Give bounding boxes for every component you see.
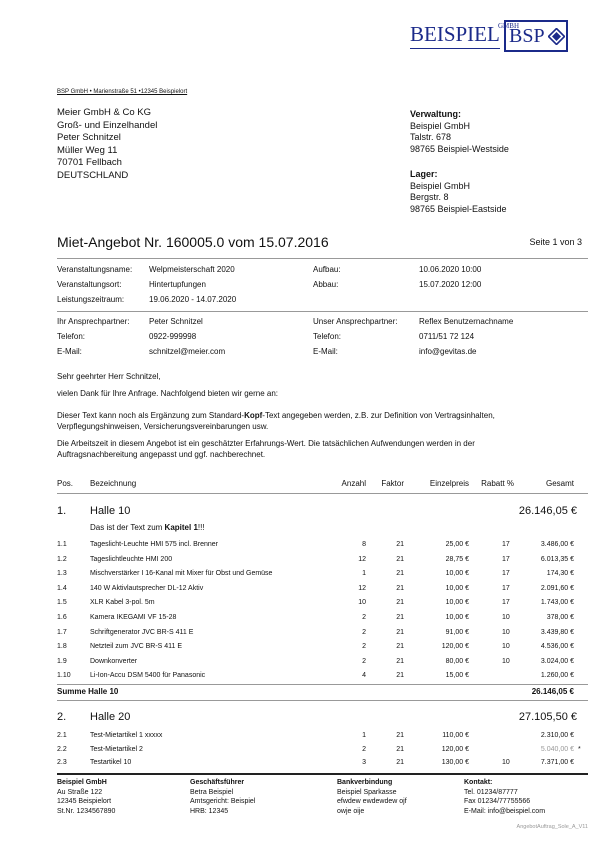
section-intro bbox=[90, 523, 205, 533]
event-place-label: Veranstaltungsort: bbox=[57, 280, 122, 289]
cell-desc: Kamera IKEGAMI VF 15-28 bbox=[90, 614, 177, 621]
cell-desc: Test-Mietartikel 1 xxxxx bbox=[90, 732, 163, 739]
cell-qty: 8 bbox=[362, 541, 366, 548]
cell-qty: 2 bbox=[362, 745, 366, 753]
section-name: Halle 10 bbox=[90, 505, 131, 517]
cell-qty: 4 bbox=[362, 672, 366, 680]
marker-asterisk: * bbox=[578, 745, 581, 753]
mail-label: E-Mail: bbox=[57, 347, 82, 356]
footer-title: Beispiel GmbH bbox=[57, 779, 107, 786]
setup-label: Aufbau: bbox=[313, 265, 341, 274]
cell-qty: 2 bbox=[362, 614, 366, 621]
cell-qty: 2 bbox=[362, 628, 366, 636]
cell-desc: Tageslichtleuchte HMI 200 bbox=[90, 555, 173, 563]
footer-line: Amtsgericht: Beispiel bbox=[190, 798, 256, 805]
footer-company bbox=[57, 778, 115, 816]
cell-factor: 21 bbox=[396, 643, 404, 651]
footer-title: Kontakt: bbox=[464, 779, 493, 786]
cell-pos: 1.10 bbox=[57, 672, 71, 680]
recipient-line: Groß- und Einzelhandel bbox=[57, 119, 158, 131]
cell-total: 2.310,00 € bbox=[540, 732, 574, 739]
phone-label: Telefon: bbox=[57, 332, 86, 341]
paragraph-2-line2: Auftragsnachbereitung angepasst und ggf. nachberechnet. bbox=[57, 450, 266, 459]
cell-discount: 17 bbox=[502, 555, 510, 563]
divider bbox=[57, 258, 588, 259]
footer bbox=[0, 778, 600, 828]
section-sum bbox=[0, 687, 600, 699]
cell-factor: 21 bbox=[396, 555, 404, 563]
paragraph-1 bbox=[57, 410, 587, 421]
cell-desc: Schriftgenerator JVC BR-S 411 E bbox=[90, 628, 194, 636]
cell-unit: 10,00 € bbox=[445, 570, 469, 578]
section-total: 27.105,50 € bbox=[518, 711, 577, 723]
cell-desc: Testartikel 10 bbox=[90, 759, 132, 766]
footer-line: 12345 Beispielort bbox=[57, 798, 112, 805]
text: -Text angegeben werden, z.B. zur Definition von Vertragsinhalten, bbox=[262, 411, 495, 420]
cell-unit: 130,00 € bbox=[441, 759, 469, 766]
footer-line: Fax 01234/77755566 bbox=[464, 798, 531, 805]
cell-total: 5.040,00 € bbox=[540, 745, 574, 753]
table-row bbox=[0, 657, 600, 669]
cell-pos: 2.2 bbox=[57, 745, 67, 753]
cell-pos: 1.3 bbox=[57, 570, 67, 578]
recipient-line: 70701 Fellbach bbox=[57, 157, 122, 168]
logo-suffix: GMBH bbox=[498, 22, 520, 30]
cell-total: 3.024,00 € bbox=[540, 657, 574, 665]
event-info bbox=[0, 265, 600, 310]
cell-pos: 1.2 bbox=[57, 555, 67, 563]
divider bbox=[57, 700, 588, 701]
footer-line: Betra Beispiel bbox=[190, 788, 234, 796]
cell-discount: 10 bbox=[502, 643, 510, 651]
our-contact-mail[interactable]: info@gevitas.de bbox=[419, 347, 477, 356]
cell-factor: 21 bbox=[396, 584, 404, 592]
footer-line: owje oije bbox=[337, 807, 365, 815]
cell-factor: 21 bbox=[396, 570, 404, 578]
cell-total: 3.439,80 € bbox=[540, 628, 574, 636]
cell-qty: 2 bbox=[362, 657, 366, 665]
cell-total: 2.091,60 € bbox=[540, 584, 574, 592]
table-row bbox=[0, 745, 600, 757]
letter-body bbox=[57, 371, 587, 460]
cell-total: 1.743,00 € bbox=[540, 599, 574, 607]
paragraph-1-line2: Verpflegungshinweisen, Versicherungsvereinbarungen usw. bbox=[57, 422, 269, 431]
cell-factor: 21 bbox=[396, 541, 404, 548]
cell-pos: 2.3 bbox=[57, 759, 67, 766]
our-contact-name: Reflex Benutzernachname bbox=[419, 317, 514, 326]
cell-discount: 17 bbox=[502, 570, 510, 578]
logo-name: BEISPIEL bbox=[410, 22, 500, 46]
footer-bank bbox=[337, 778, 407, 816]
section-num: 2. bbox=[57, 711, 67, 723]
company-addresses bbox=[410, 109, 509, 215]
footer-line: Au Straße 122 bbox=[57, 788, 103, 796]
cell-desc: Netzteil zum JVC BR-S 411 E bbox=[90, 643, 183, 651]
sender-line: BSP GmbH • Marienstraße 51 •12345 Beispielort bbox=[57, 89, 188, 95]
cell-discount: 10 bbox=[502, 759, 510, 766]
cell-unit: 91,00 € bbox=[445, 628, 469, 636]
table-row bbox=[0, 569, 600, 581]
col-desc: Bezeichnung bbox=[90, 479, 137, 488]
table-row bbox=[0, 731, 600, 743]
cell-pos: 1.1 bbox=[57, 541, 67, 548]
cell-unit: 110,00 € bbox=[442, 732, 469, 739]
page-number: Seite 1 von 3 bbox=[529, 237, 582, 247]
recipient-line: Peter Schnitzel bbox=[57, 132, 121, 143]
cell-unit: 15,00 € bbox=[445, 672, 469, 680]
text-bold: Kapitel 1 bbox=[164, 523, 198, 532]
event-period: 19.06.2020 - 14.07.2020 bbox=[149, 295, 237, 304]
document-title: Miet-Angebot Nr. 160005.0 vom 15.07.2016 bbox=[57, 234, 329, 250]
lager-line: Bergstr. 8 bbox=[410, 192, 449, 202]
cell-desc: Mischverstärker I 16-Kanal mit Mixer für Obst und Gemüse bbox=[90, 570, 273, 578]
cell-discount: 17 bbox=[502, 599, 510, 607]
footer-line: efwdew ewdewdew ojf bbox=[337, 798, 407, 805]
verwaltung-label: Verwaltung: bbox=[410, 109, 462, 119]
logo-underline bbox=[410, 48, 500, 49]
footer-contact bbox=[464, 778, 545, 816]
section-num: 1. bbox=[57, 505, 67, 517]
our-contact-label: Unser Ansprechpartner: bbox=[313, 317, 398, 326]
section-header bbox=[0, 711, 600, 725]
cell-qty: 3 bbox=[362, 759, 366, 766]
cell-pos: 1.7 bbox=[57, 628, 67, 636]
cell-discount: 17 bbox=[502, 541, 510, 548]
cell-pos: 1.8 bbox=[57, 643, 67, 651]
cell-unit: 80,00 € bbox=[445, 657, 469, 665]
sum-value: 26.146,05 € bbox=[531, 687, 574, 696]
section-total: 26.146,05 € bbox=[518, 505, 577, 517]
cell-desc: Li-Ion-Accu DSM 5400 für Panasonic bbox=[90, 672, 206, 680]
cell-total: 4.536,00 € bbox=[540, 643, 574, 651]
cell-unit: 10,00 € bbox=[445, 599, 469, 607]
your-contact-name: Peter Schnitzel bbox=[149, 317, 203, 326]
section-name: Halle 20 bbox=[90, 711, 131, 723]
cell-total: 174,30 € bbox=[546, 570, 574, 578]
cell-unit: 25,00 € bbox=[445, 541, 469, 548]
footer-line: Tel. 01234/87777 bbox=[464, 788, 518, 796]
cell-discount: 17 bbox=[502, 584, 510, 592]
divider bbox=[57, 684, 588, 685]
recipient-address bbox=[57, 107, 157, 182]
logo-box bbox=[504, 20, 568, 52]
your-contact-label: Ihr Ansprechpartner: bbox=[57, 317, 130, 326]
cell-desc: 140 W Aktivlautsprecher DL-12 Aktiv bbox=[90, 584, 204, 592]
footer-title: Bankverbindung bbox=[337, 779, 393, 786]
cell-factor: 21 bbox=[396, 759, 404, 766]
recipient-line: Müller Weg 11 bbox=[57, 144, 118, 156]
event-period-label: Leistungszeitraum: bbox=[57, 295, 125, 304]
cell-discount: 10 bbox=[502, 614, 510, 621]
cell-total: 6.013,35 € bbox=[540, 555, 574, 563]
lager-line: 98765 Beispiel-Eastside bbox=[410, 203, 507, 214]
cell-qty: 12 bbox=[358, 555, 366, 563]
cell-desc: Test-Mietartikel 2 bbox=[90, 745, 143, 753]
col-pos: Pos. bbox=[57, 479, 74, 488]
cell-unit: 10,00 € bbox=[445, 614, 469, 621]
lager-label: Lager: bbox=[410, 169, 438, 179]
cell-discount: 10 bbox=[502, 628, 510, 636]
cell-desc: Tageslicht-Leuchte HMI 575 incl. Brenner bbox=[90, 541, 219, 548]
sum-label: Summe Halle 10 bbox=[57, 687, 119, 696]
cell-pos: 1.5 bbox=[57, 599, 67, 607]
our-contact-phone: 0711/51 72 124 bbox=[419, 332, 475, 341]
cell-qty: 10 bbox=[358, 599, 366, 607]
lager-line: Beispiel GmbH bbox=[410, 180, 471, 191]
cell-unit: 120,00 € bbox=[441, 745, 469, 753]
table-row bbox=[0, 628, 600, 640]
table-row bbox=[0, 758, 600, 770]
verwaltung-line: Beispiel GmbH bbox=[410, 120, 471, 131]
recipient-line: DEUTSCHLAND bbox=[57, 169, 129, 181]
cell-unit: 10,00 € bbox=[445, 584, 469, 592]
table-header bbox=[0, 479, 600, 491]
contact-info bbox=[0, 317, 600, 357]
text: Das ist der Text zum bbox=[90, 523, 165, 532]
logo-short: BSP bbox=[509, 25, 545, 47]
table-row bbox=[0, 540, 600, 552]
mail-label: E-Mail: bbox=[313, 347, 338, 356]
cell-pos: 1.6 bbox=[57, 614, 67, 621]
cell-unit: 120,00 € bbox=[441, 643, 469, 651]
cell-qty: 1 bbox=[362, 732, 366, 739]
cell-factor: 21 bbox=[396, 628, 404, 636]
table-row bbox=[0, 671, 600, 683]
cell-factor: 21 bbox=[396, 657, 404, 665]
teardown-label: Abbau: bbox=[313, 280, 339, 289]
cell-qty: 12 bbox=[358, 584, 366, 592]
cell-total: 1.260,00 € bbox=[540, 672, 574, 680]
your-contact-phone: 0922-999998 bbox=[149, 332, 197, 341]
footer-line: Beispiel Sparkasse bbox=[337, 788, 397, 796]
col-total: Gesamt bbox=[545, 479, 574, 488]
text-bold: Kopf bbox=[244, 411, 263, 420]
cell-total: 3.486,00 € bbox=[540, 541, 574, 548]
section-header bbox=[0, 505, 600, 519]
col-factor: Faktor bbox=[381, 479, 404, 488]
cell-total: 378,00 € bbox=[546, 614, 574, 621]
table-row bbox=[0, 598, 600, 610]
company-logo bbox=[408, 16, 578, 60]
divider bbox=[57, 311, 588, 312]
teardown-value: 15.07.2020 12:00 bbox=[419, 280, 482, 289]
footer-title: Geschäftsführer bbox=[190, 779, 245, 786]
footer-line: E-Mail: info@beispiel.com bbox=[464, 807, 546, 815]
cell-desc: Downkonverter bbox=[90, 657, 138, 665]
table-row bbox=[0, 613, 600, 625]
table-row bbox=[0, 555, 600, 567]
thanks-text: vielen Dank für Ihre Anfrage. Nachfolgend bieten wir gerne an: bbox=[57, 389, 279, 398]
recipient-line: Meier GmbH & Co KG bbox=[57, 107, 151, 118]
cell-qty: 1 bbox=[362, 570, 366, 578]
col-discount: Rabatt % bbox=[481, 479, 514, 488]
logo-diamond-icon bbox=[548, 28, 565, 45]
event-name-label: Veranstaltungsname: bbox=[57, 265, 133, 274]
cell-total: 7.371,00 € bbox=[540, 759, 574, 766]
document-code: AngebotAuftrag_Sole_A_V11 bbox=[516, 824, 588, 830]
footer-line: St.Nr. 1234567890 bbox=[57, 807, 116, 815]
phone-label: Telefon: bbox=[313, 332, 342, 341]
your-contact-mail[interactable]: schnitzel@meier.com bbox=[149, 347, 226, 356]
col-unit: Einzelpreis bbox=[429, 479, 469, 488]
cell-pos: 1.4 bbox=[57, 584, 67, 592]
table-row bbox=[0, 642, 600, 654]
text: Dieser Text kann noch als Ergänzung zum Standard- bbox=[57, 411, 245, 420]
greeting: Sehr geehrter Herr Schnitzel, bbox=[57, 372, 161, 381]
event-place: Hintertupfungen bbox=[149, 280, 206, 289]
col-qty: Anzahl bbox=[341, 479, 366, 488]
cell-factor: 21 bbox=[396, 745, 404, 753]
footer-rule bbox=[57, 773, 588, 775]
cell-pos: 1.9 bbox=[57, 657, 67, 665]
verwaltung-line: Talstr. 678 bbox=[410, 132, 452, 142]
table-row bbox=[0, 584, 600, 596]
footer-line: HRB: 12345 bbox=[190, 807, 229, 815]
text: !!! bbox=[197, 523, 205, 532]
cell-pos: 2.1 bbox=[57, 732, 67, 739]
cell-desc: XLR Kabel 3-pol. 5m bbox=[90, 599, 155, 607]
cell-discount: 10 bbox=[502, 657, 510, 665]
cell-factor: 21 bbox=[396, 732, 404, 739]
cell-factor: 21 bbox=[396, 599, 404, 607]
divider bbox=[57, 493, 588, 494]
setup-value: 10.06.2020 10:00 bbox=[419, 265, 482, 274]
cell-factor: 21 bbox=[396, 614, 404, 621]
paragraph-2: Die Arbeitszeit in diesem Angebot ist ein geschätzter Erfahrungs-Wert. Die tatsächlichen Aufwendungen werden in der bbox=[57, 439, 475, 448]
cell-qty: 2 bbox=[362, 643, 366, 651]
footer-management bbox=[190, 778, 255, 816]
cell-unit: 28,75 € bbox=[445, 555, 469, 563]
cell-factor: 21 bbox=[396, 672, 404, 680]
verwaltung-line: 98765 Beispiel-Westside bbox=[410, 143, 509, 154]
event-name: Welpmeisterschaft 2020 bbox=[149, 265, 235, 274]
